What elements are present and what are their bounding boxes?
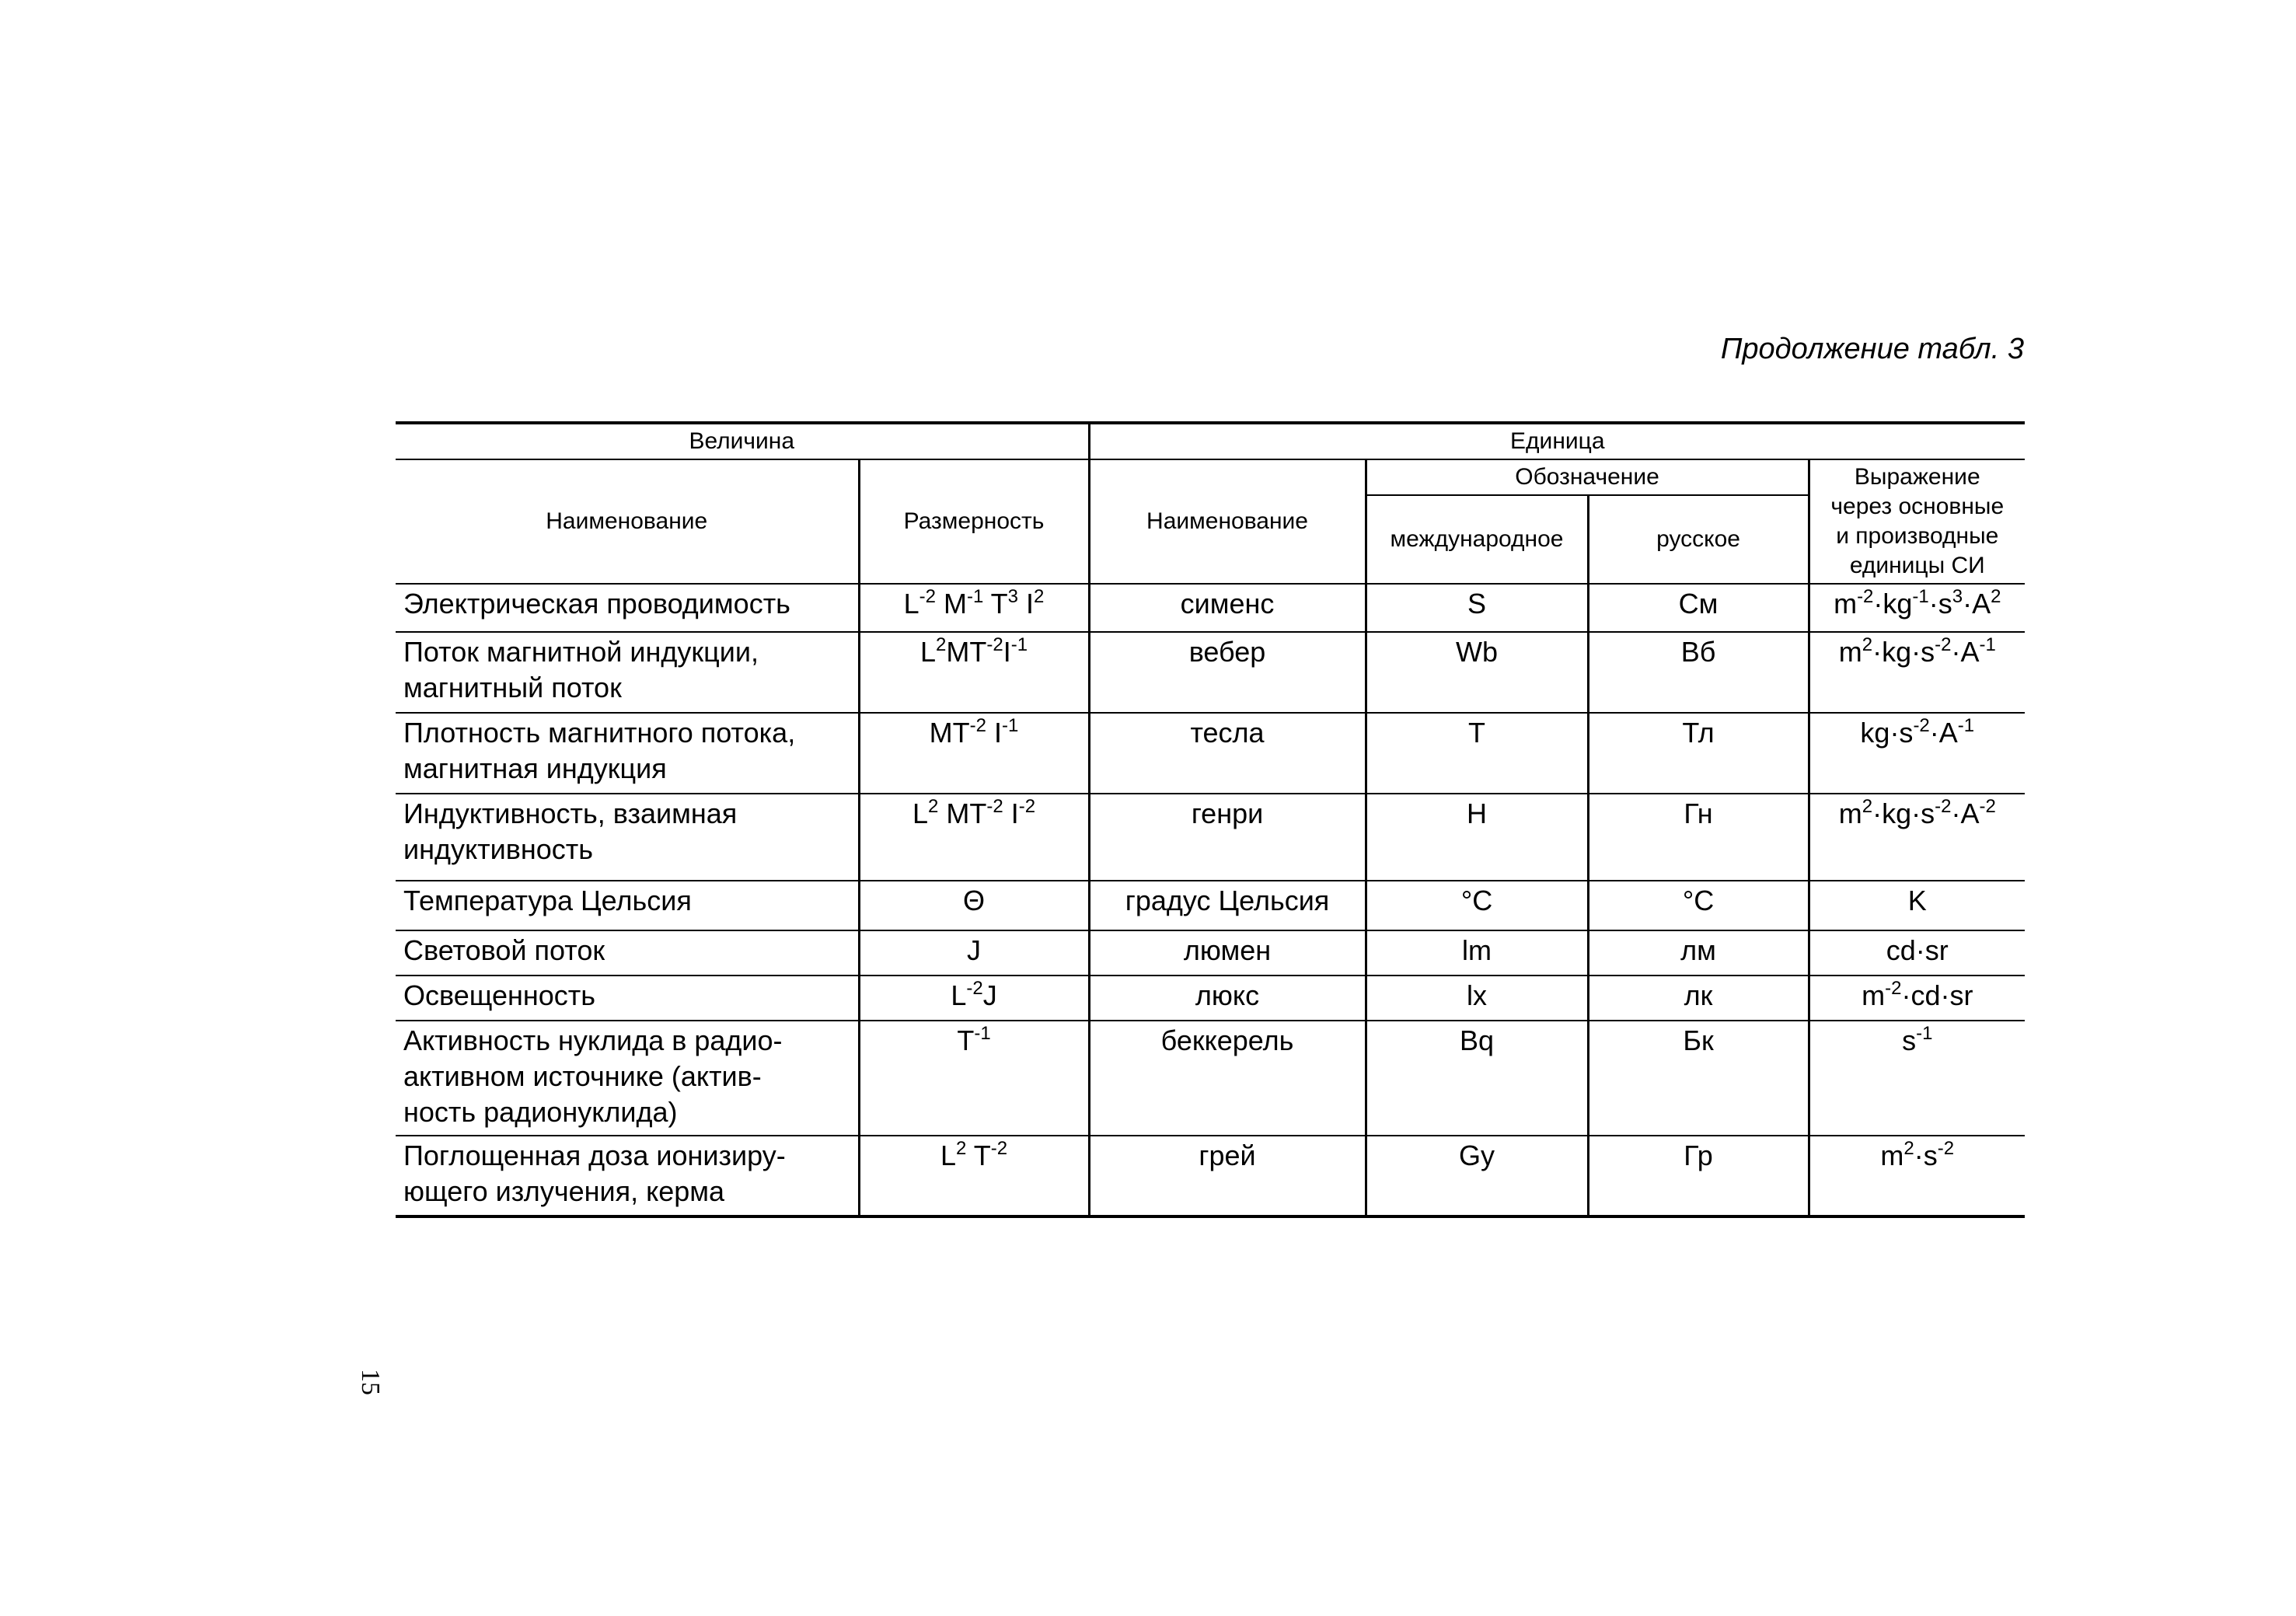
exponent: -1 <box>1002 715 1019 736</box>
rus-symbol-cell: Тл <box>1588 713 1809 794</box>
expression-cell <box>1809 930 2025 976</box>
symbol: MT <box>929 717 970 749</box>
symbol: T <box>957 1024 975 1056</box>
rus-symbol-cell: лк <box>1588 976 1809 1021</box>
rus-symbol-cell: См <box>1588 584 1809 632</box>
header-expression-line: Выражение <box>1854 464 1980 490</box>
unit-name-cell: грей <box>1089 1136 1366 1216</box>
header-dimension: Размерность <box>859 459 1089 584</box>
exponent: 3 <box>1007 586 1019 607</box>
exponent: -1 <box>1916 1023 1933 1044</box>
quantity-name-cell <box>396 794 859 881</box>
quantity-name-cell <box>396 930 859 976</box>
table-row <box>396 713 2025 794</box>
symbol: L <box>919 636 936 668</box>
symbol: L <box>903 588 919 620</box>
table-row <box>396 976 2025 1021</box>
exponent: 2 <box>1034 586 1045 607</box>
expression-cell <box>1809 1136 2025 1216</box>
symbol: L <box>912 798 928 829</box>
exponent: 2 <box>928 796 939 817</box>
unit-name-cell: тесла <box>1089 713 1366 794</box>
intl-symbol-cell: °C <box>1366 881 1588 930</box>
unit-name-cell: беккерель <box>1089 1021 1366 1136</box>
symbol: ·A <box>1951 636 1980 668</box>
rus-symbol-cell: °C <box>1588 881 1809 930</box>
symbol: cd·sr <box>1886 934 1949 966</box>
dimension-cell <box>859 930 1089 976</box>
quantity-name-line: Поглощенная доза ионизиру- <box>403 1140 786 1171</box>
intl-symbol-cell: T <box>1366 713 1588 794</box>
quantity-name-cell <box>396 713 859 794</box>
exponent: -2 <box>966 978 983 999</box>
table-caption: Продолжение табл. 3 <box>1720 333 2024 365</box>
symbol: T <box>966 1140 991 1171</box>
quantity-name-line: Плотность магнитного потока, <box>403 717 796 749</box>
unit-name-cell: люкс <box>1089 976 1366 1021</box>
symbol: s <box>1902 1024 1917 1056</box>
symbol: J <box>982 979 997 1011</box>
quantity-name-line: Световой поток <box>403 934 605 966</box>
expression-cell <box>1809 794 2025 881</box>
exponent: -1 <box>1912 586 1929 607</box>
intl-symbol-cell: Gy <box>1366 1136 1588 1216</box>
symbol: ·A <box>1963 588 1991 620</box>
exponent: -1 <box>1957 715 1975 736</box>
exponent: -2 <box>990 1138 1008 1159</box>
intl-symbol-cell: lx <box>1366 976 1588 1021</box>
symbol: I <box>986 717 1002 749</box>
unit-name-cell: генри <box>1089 794 1366 881</box>
quantity-name-line: Освещенность <box>403 979 596 1011</box>
dimension-cell <box>859 584 1089 632</box>
unit-name-cell: вебер <box>1089 632 1366 713</box>
header-expression-line: единицы СИ <box>1849 553 1985 578</box>
quantity-name-line: Активность нуклида в радио- <box>403 1024 783 1056</box>
quantity-name-line: магнитный поток <box>403 672 622 703</box>
exponent: -2 <box>1937 1138 1955 1159</box>
exponent: -1 <box>1010 634 1028 655</box>
units-table <box>396 421 2025 1218</box>
table-row <box>396 1136 2025 1216</box>
exponent: 2 <box>1903 1138 1914 1159</box>
exponent: -1 <box>1979 634 1996 655</box>
quantity-name-line: Температура Цельсия <box>403 885 692 916</box>
header-expression <box>1809 459 2025 584</box>
expression-cell <box>1809 632 2025 713</box>
quantity-name-line: ность радионуклида) <box>403 1096 678 1128</box>
dimension-cell <box>859 794 1089 881</box>
exponent: -2 <box>919 586 936 607</box>
expression-cell <box>1809 1021 2025 1136</box>
intl-symbol-cell: S <box>1366 584 1588 632</box>
symbol: L <box>940 1140 956 1171</box>
table-body <box>396 584 2025 1216</box>
header-unit-name: Наименование <box>1089 459 1366 584</box>
rus-symbol-cell: лм <box>1588 930 1809 976</box>
quantity-name-cell <box>396 632 859 713</box>
symbol: L <box>951 979 967 1011</box>
unit-name-cell: сименс <box>1089 584 1366 632</box>
quantity-name-line: индуктивность <box>403 833 594 865</box>
expression-cell <box>1809 881 2025 930</box>
symbol: MT <box>946 636 987 668</box>
expression-cell <box>1809 584 2025 632</box>
expression-cell <box>1809 976 2025 1021</box>
table-row <box>396 881 2025 930</box>
symbol: J <box>967 934 981 966</box>
page-number: 15 <box>356 1369 385 1395</box>
header-designation-group: Обозначение <box>1366 459 1809 495</box>
intl-symbol-cell: lm <box>1366 930 1588 976</box>
expression-cell <box>1809 713 2025 794</box>
exponent: -2 <box>1913 715 1930 736</box>
exponent: -2 <box>1885 978 1902 999</box>
header-unit-group: Единица <box>1089 423 2025 459</box>
quantity-name-line: Поток магнитной индукции, <box>403 636 759 668</box>
symbol: ·kg <box>1873 588 1913 620</box>
exponent: 2 <box>1862 634 1873 655</box>
symbol: m <box>1838 798 1862 829</box>
symbol: ·kg·s <box>1872 798 1935 829</box>
table-header <box>396 423 2025 584</box>
intl-symbol-cell: H <box>1366 794 1588 881</box>
header-expression-line: и производные <box>1836 523 1999 549</box>
symbol: kg·s <box>1860 717 1914 749</box>
table-row <box>396 794 2025 881</box>
rus-symbol-cell: Гр <box>1588 1136 1809 1216</box>
exponent: -2 <box>1935 634 1952 655</box>
quantity-name-cell <box>396 976 859 1021</box>
header-quantity-name: Наименование <box>396 459 859 584</box>
table-row <box>396 930 2025 976</box>
quantity-name-cell <box>396 881 859 930</box>
rus-symbol-cell: Вб <box>1588 632 1809 713</box>
dimension-cell <box>859 976 1089 1021</box>
exponent: -1 <box>966 586 984 607</box>
dimension-cell <box>859 881 1089 930</box>
quantity-name-line: магнитная индукция <box>403 752 667 784</box>
symbol: m <box>1880 1140 1904 1171</box>
symbol: Θ <box>963 885 986 916</box>
exponent: 2 <box>956 1138 967 1159</box>
exponent: -2 <box>986 796 1003 817</box>
intl-symbol-cell: Bq <box>1366 1021 1588 1136</box>
header-russian: русское <box>1588 495 1809 584</box>
unit-name-cell: люмен <box>1089 930 1366 976</box>
dimension-cell <box>859 1136 1089 1216</box>
symbol: MT <box>938 798 987 829</box>
exponent: -2 <box>986 634 1003 655</box>
quantity-name-line: Индуктивность, взаимная <box>403 798 738 829</box>
table-row <box>396 584 2025 632</box>
symbol: I <box>1003 798 1019 829</box>
exponent: -2 <box>969 715 986 736</box>
table-row <box>396 1021 2025 1136</box>
unit-name-cell: градус Цельсия <box>1089 881 1366 930</box>
dimension-cell <box>859 1021 1089 1136</box>
header-quantity-group: Величина <box>396 423 1089 459</box>
exponent: 2 <box>1862 796 1873 817</box>
symbol: ·A <box>1929 717 1958 749</box>
symbol: ·kg·s <box>1872 636 1935 668</box>
symbol: m <box>1862 979 1886 1011</box>
exponent: -1 <box>974 1023 991 1044</box>
dimension-cell <box>859 713 1089 794</box>
exponent: 3 <box>1952 586 1963 607</box>
exponent: -2 <box>1979 796 1996 817</box>
quantity-name-cell <box>396 1136 859 1216</box>
quantity-name-line: Электрическая проводимость <box>403 588 790 620</box>
symbol: ·s <box>1928 588 1952 620</box>
quantity-name-line: ющего излучения, керма <box>403 1175 725 1207</box>
symbol: m <box>1834 588 1858 620</box>
quantity-name-cell <box>396 584 859 632</box>
dimension-cell <box>859 632 1089 713</box>
symbol: I <box>1018 588 1035 620</box>
symbol: M <box>935 588 967 620</box>
symbol: ·cd·sr <box>1901 979 1973 1011</box>
quantity-name-line: активном источнике (актив- <box>403 1060 762 1092</box>
exponent: -2 <box>1935 796 1952 817</box>
quantity-name-cell <box>396 1021 859 1136</box>
rus-symbol-cell: Гн <box>1588 794 1809 881</box>
symbol: ·s <box>1914 1140 1938 1171</box>
intl-symbol-cell: Wb <box>1366 632 1588 713</box>
exponent: 2 <box>1991 586 2001 607</box>
rus-symbol-cell: Бк <box>1588 1021 1809 1136</box>
symbol: ·A <box>1951 798 1980 829</box>
exponent: -2 <box>1857 586 1874 607</box>
symbol: I <box>1003 636 1011 668</box>
exponent: 2 <box>936 634 947 655</box>
header-expression-line: через основные <box>1830 494 2005 519</box>
symbol: K <box>1907 885 1927 916</box>
exponent: -2 <box>1018 796 1036 817</box>
symbol: m <box>1838 636 1862 668</box>
header-international: международное <box>1366 495 1588 584</box>
table-row <box>396 632 2025 713</box>
symbol: T <box>983 588 1008 620</box>
